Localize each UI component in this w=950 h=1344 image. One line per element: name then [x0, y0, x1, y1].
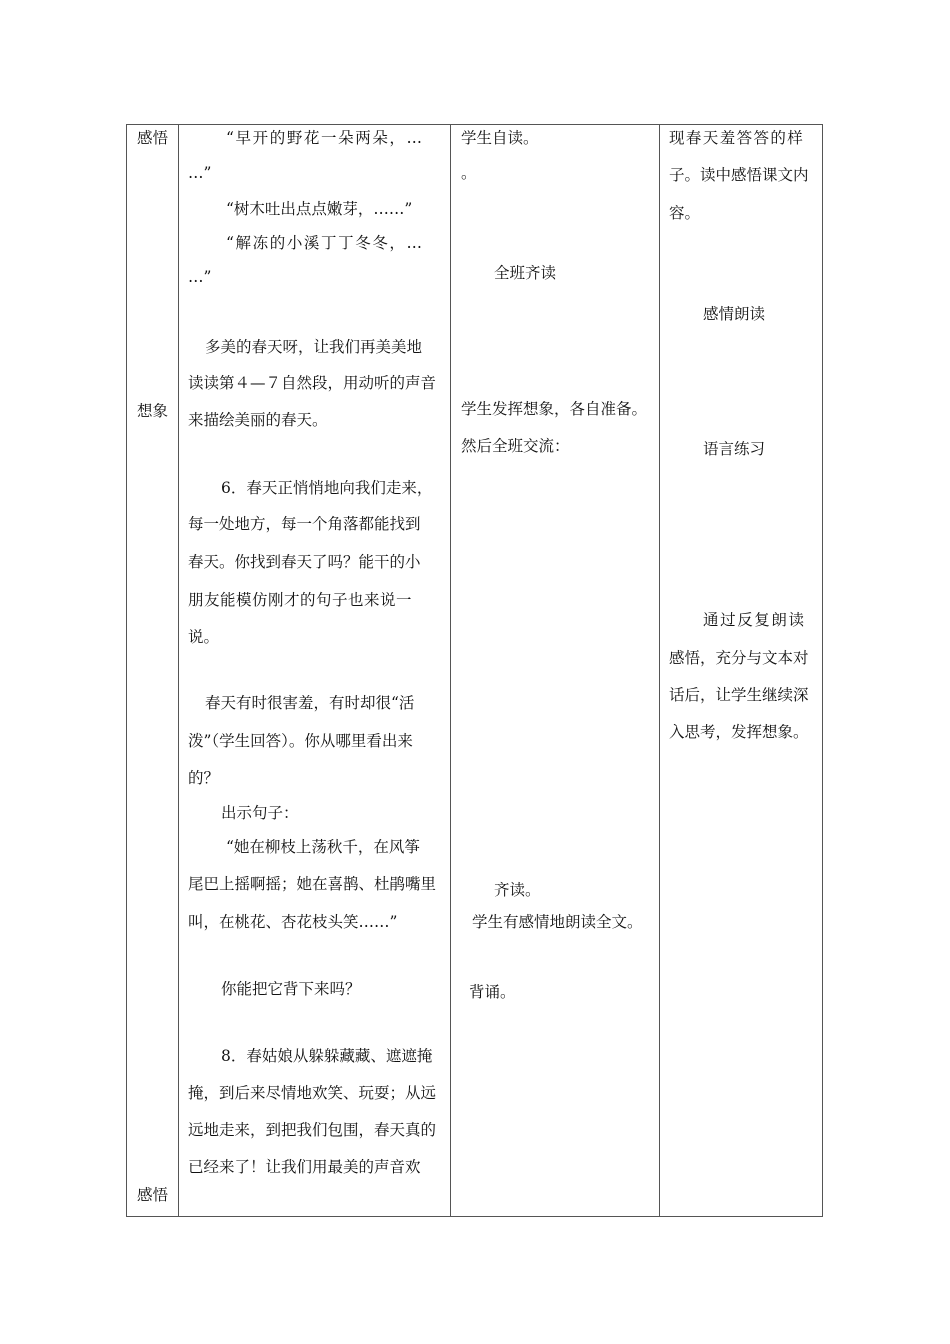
- section-label-middle: 想象: [137, 402, 169, 420]
- teacher-text-line: 出示句子：: [221, 804, 299, 822]
- teacher-text-line: 掩，到后来尽情地欢笑、玩耍；从远: [188, 1084, 437, 1102]
- teacher-text-line: “解冻的小溪丁丁冬冬，…: [226, 234, 424, 252]
- teacher-text-line: 多美的春天呀，让我们再美美地: [205, 338, 423, 356]
- design-note-line: 语言练习: [703, 440, 766, 458]
- column-divider: [450, 125, 451, 1216]
- student-activity-line: 学生发挥想象，各自准备。: [461, 400, 648, 418]
- design-note-line: 话后，让学生继续深: [669, 686, 809, 704]
- design-note-line: 感悟，充分与文本对: [669, 649, 809, 667]
- teacher-text-line: 春天有时很害羞，有时却很“活: [205, 694, 415, 712]
- teacher-text-line: 春天。你找到春天了吗？能干的小: [188, 553, 421, 571]
- teacher-text-line: …”: [188, 268, 212, 286]
- teacher-text-line: 远地走来，到把我们包围，春天真的: [188, 1121, 437, 1139]
- design-note-line: 入思考，发挥想象。: [669, 723, 809, 741]
- teacher-text-line: 的？: [188, 769, 220, 787]
- section-label-bottom: 感悟: [137, 1186, 169, 1204]
- teacher-text-line: “早开的野花一朵两朵，…: [226, 129, 424, 147]
- column-divider: [178, 125, 179, 1216]
- teacher-text-line: 6．春天正悄悄地向我们走来，: [221, 479, 433, 497]
- teacher-text-line: 说。: [188, 628, 220, 646]
- teacher-text-line: 朋友能模仿刚才的句子也来说一: [188, 591, 413, 609]
- student-activity-line: 背诵。: [469, 983, 516, 1001]
- teacher-text-line: 尾巴上摇啊摇；她在喜鹊、杜鹃嘴里: [188, 875, 437, 893]
- teacher-text-line: 已经来了！让我们用最美的声音欢: [188, 1158, 421, 1176]
- design-note-line: 容。: [669, 204, 701, 222]
- student-activity-line: 齐读。: [494, 881, 541, 899]
- design-note-line: 现春天羞答答的样: [669, 129, 805, 147]
- column-divider: [659, 125, 660, 1216]
- teacher-text-line: 每一处地方，每一个角落都能找到: [188, 515, 421, 533]
- student-activity-line: 学生自读。: [461, 129, 539, 147]
- teacher-text-line: 8．春姑娘从躲躲藏藏、遮遮掩: [221, 1047, 433, 1065]
- teacher-text-line: “树木吐出点点嫩芽，……”: [226, 200, 413, 218]
- student-activity-line: 。: [461, 164, 477, 182]
- design-note-line: 通过反复朗读: [703, 611, 806, 629]
- teacher-text-line: 泼”（学生回答）。你从哪里看出来: [188, 732, 413, 750]
- student-activity-line: 然后全班交流：: [461, 437, 570, 455]
- teacher-text-line: 读读第４—７自然段，用动听的声音: [188, 374, 437, 392]
- student-activity-line: 学生有感情地朗读全文。: [472, 913, 643, 931]
- teacher-text-line: 来描绘美丽的春天。: [188, 411, 328, 429]
- section-label-top: 感悟: [137, 129, 169, 147]
- design-note-line: 感情朗读: [703, 305, 766, 323]
- design-note-line: 子。读中感悟课文内: [669, 166, 809, 184]
- teacher-text-line: “她在柳枝上荡秋千，在风筝: [226, 838, 420, 856]
- teacher-text-line: 你能把它背下来吗？: [221, 980, 361, 998]
- teacher-text-line: …”: [188, 164, 212, 182]
- teacher-text-line: 叫，在桃花、杏花枝头笑……”: [188, 913, 398, 931]
- student-activity-line: 全班齐读: [494, 264, 557, 282]
